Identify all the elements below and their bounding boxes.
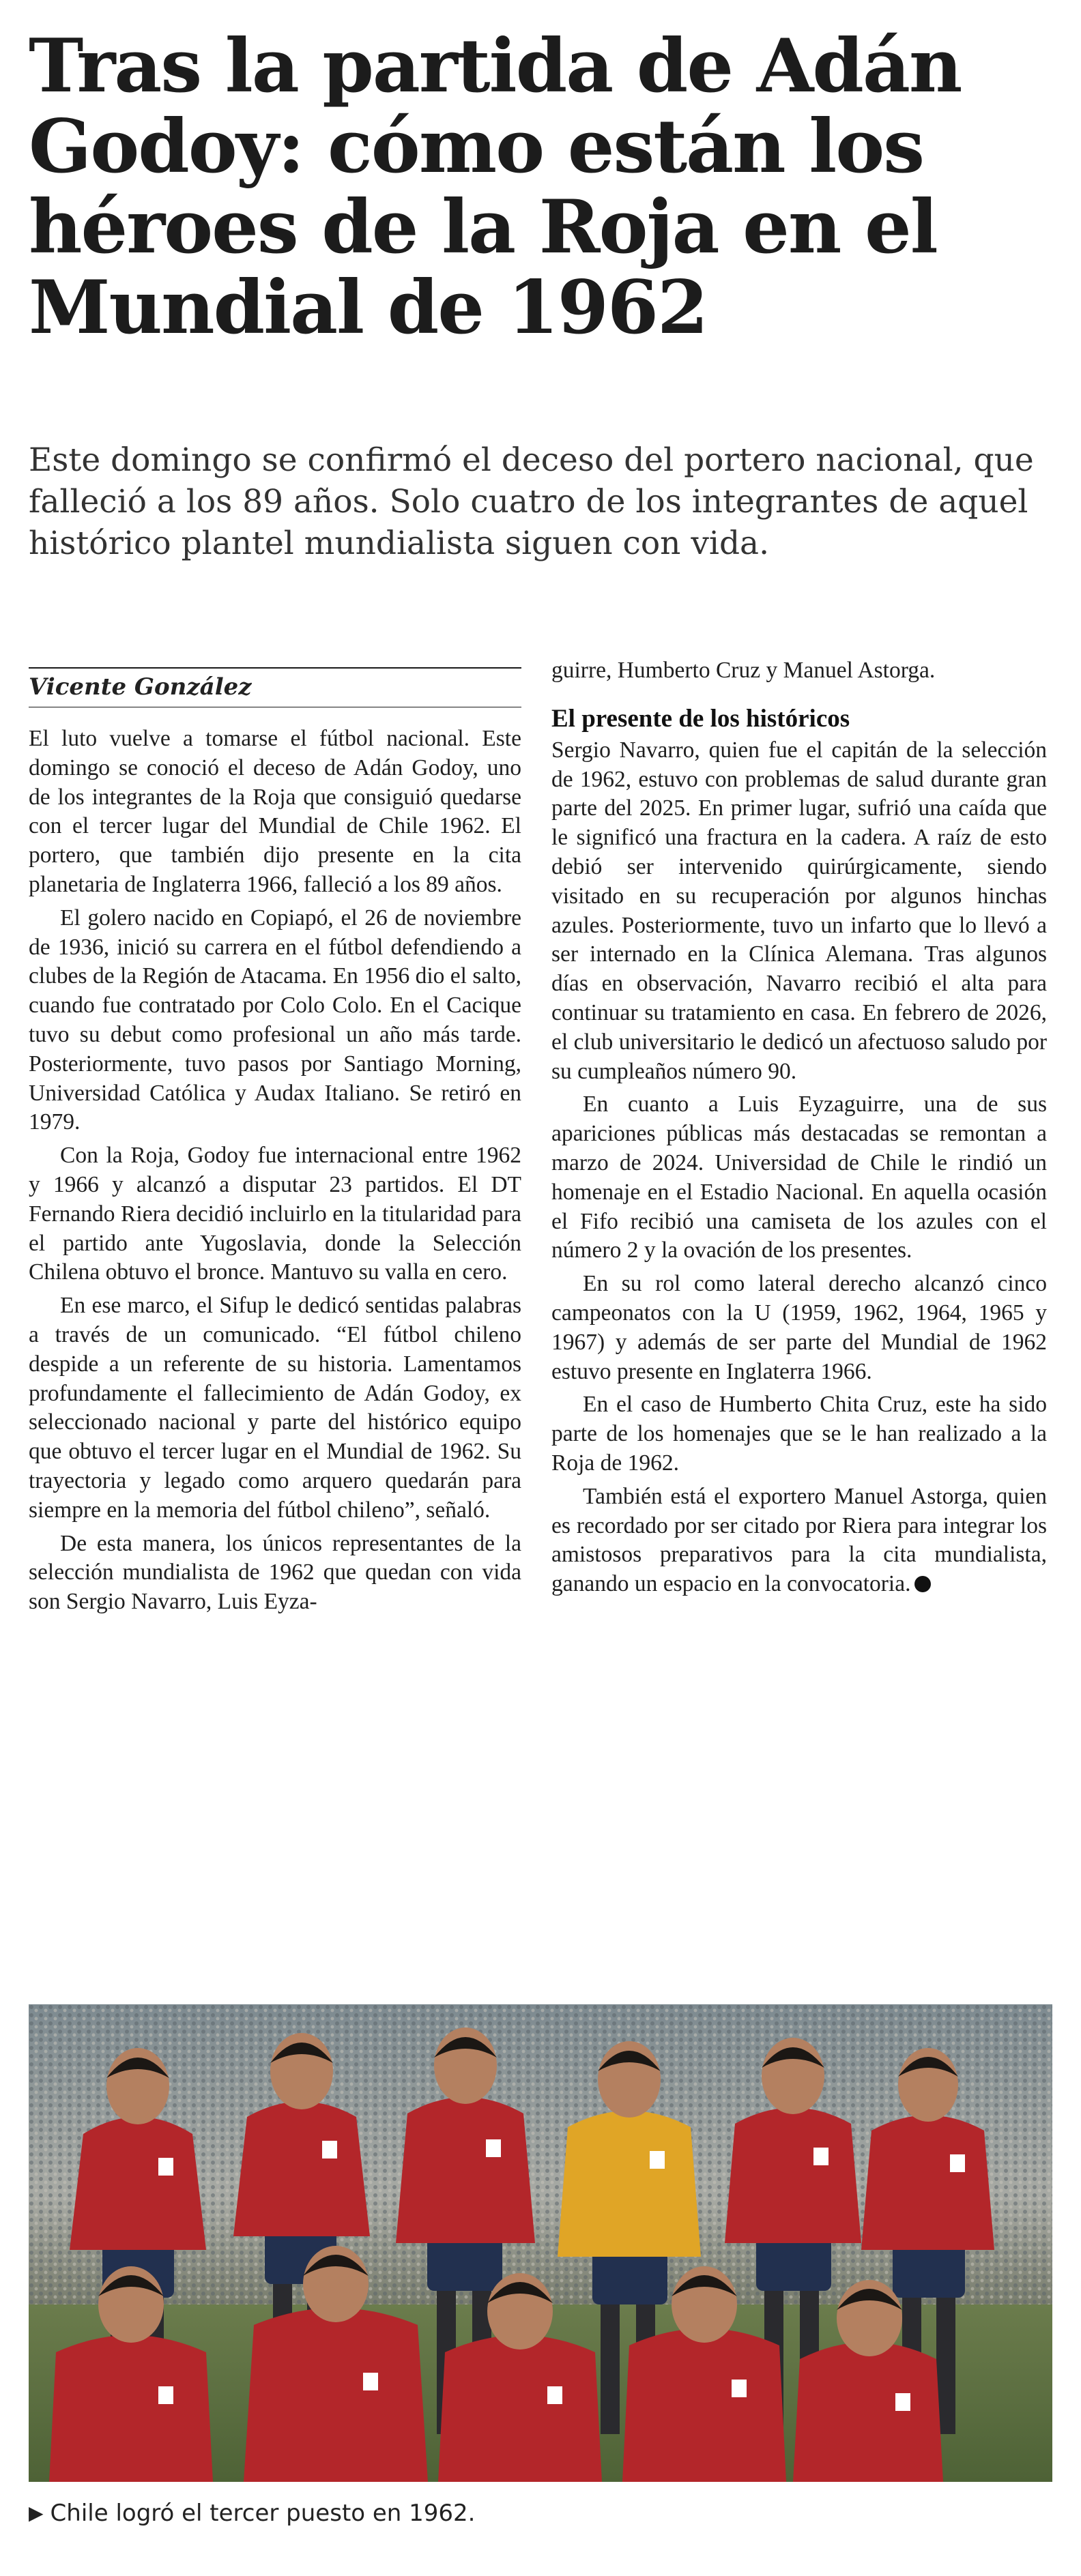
- paragraph: En cuanto a Luis Eyzaguirre, una de sus apariciones públicas más destacadas se remontan a marzo de 2024. Universidad de Chile le rindió un homenaje en el Estadio Nacional. En aquella ocasión el Fifo recibió una camiseta de los azules con el número 2 y la ovación de los presentes.: [551, 1092, 1047, 1263]
- paragraph: El luto vuelve a tomarse el fútbol nacional. Este domingo se conoció el deceso de Adán Godoy, uno de los integrantes de la Roja que consiguió quedarse con el tercer lugar del Mundial de Chile 1962. El portero, que también dijo presente en la cita planetaria de Inglaterra 1966, falleció a los 89 años.: [29, 726, 521, 897]
- paragraph: De esta manera, los únicos representantes de la selección mundialista de 1962 que quedan con vida son Sergio Navarro, Luis Eyza-: [29, 1530, 521, 1615]
- paragraph: Con la Roja, Godoy fue internacional entre 1962 y 1966 y alcanzó a disputar 23 partidos. El DT Fernando Riera decidió incluirlo en la titularidad para el partido ante Yugoslavia, donde la Selección Chilena obtuvo el bronce. Mantuvo su valla en cero.: [29, 1143, 521, 1285]
- paragraph: Sergio Navarro, quien fue el capitán de la selección de 1962, estuvo con problemas de salud durante gran parte del 2025. En primer lugar, sufrió una caída que le significó una fractura en la cadera. A raíz de esto debió ser intervenido quirúrgicamente, siendo visitado en su recuperación por algunos hinchas azules. Posteriormente, tuvo un infarto que lo llevó a ser internado en la Clínica Alemana. Tras algunos días en observación, Navarro recibió el alta para continuar su tratamiento en casa. En febrero de 2026, el club universitario le dedicó un afectuoso saludo por su cumpleaños número 90.: [551, 737, 1047, 1084]
- byline-top-rule: [29, 667, 521, 669]
- end-mark-icon: [914, 1576, 931, 1592]
- byline: Vicente González: [29, 673, 252, 701]
- photo-caption: [29, 2498, 476, 2528]
- paragraph-text: También está el exportero Manuel Astorga, quien es recordado por ser citado por Riera para integrar los amistosos preparativos para la cita mundialista, ganando un espacio en la convocatoria.: [551, 1483, 1047, 1597]
- paragraph: En su rol como lateral derecho alcanzó cinco campeonatos con la U (1959, 1962, 1964, 1965 y 1967) y además de ser parte del Mundial de 1962 estuvo presente en Inglaterra 1966.: [551, 1271, 1047, 1384]
- paragraph: El golero nacido en Copiapó, el 26 de noviembre de 1936, inició su carrera en el fútbol defendiendo a clubes de la Región de Atacama. En 1956 dio el salto, cuando fue contratado por Colo Colo. En el Cacique tuvo su debut como profesional un año más tarde. Posteriormente, tuvo pasos por Santiago Morning, Universidad Católica y Audax Italiano. Se retiró en 1979.: [29, 905, 521, 1135]
- headline: Tras la partida de Adán Godoy: cómo están los héroes de la Roja en el Mundial de 1962: [29, 23, 962, 351]
- article-column-2: [551, 656, 1047, 1603]
- article-column-1: [29, 724, 521, 1621]
- caption-text: Chile logró el tercer puesto en 1962.: [50, 2500, 476, 2527]
- team-photo: [29, 2004, 1052, 2482]
- caption-arrow-icon: ▶: [29, 2502, 44, 2524]
- paragraph: guirre, Humberto Cruz y Manuel Astorga.: [551, 658, 936, 683]
- paragraph: En el caso de Humberto Chita Cruz, este ha sido parte de los homenajes que se le han realizado a la Roja de 1962.: [551, 1392, 1047, 1476]
- paragraph: En ese marco, el Sifup le dedicó sentidas palabras a través de un comunicado. “El fútbol chileno despide a un referente de su historia. Lamentamos profundamente el fallecimiento de Adán Godoy, ex seleccionado nacional y parte del histórico equipo que obtuvo el tercer lugar en el Mundial de 1962. Su trayectoria y legado como arquero quedarán para siempre en la memoria del fútbol chileno”, señaló.: [29, 1293, 521, 1523]
- last-paragraph: [551, 1482, 1047, 1599]
- article-dek: Este domingo se confirmó el deceso del portero nacional, que falleció a los 89 años. Solo cuatro de los integrantes de aquel histórico plantel mundialista siguen con vida.: [29, 441, 1034, 562]
- subheading: El presente de los históricos: [551, 704, 850, 733]
